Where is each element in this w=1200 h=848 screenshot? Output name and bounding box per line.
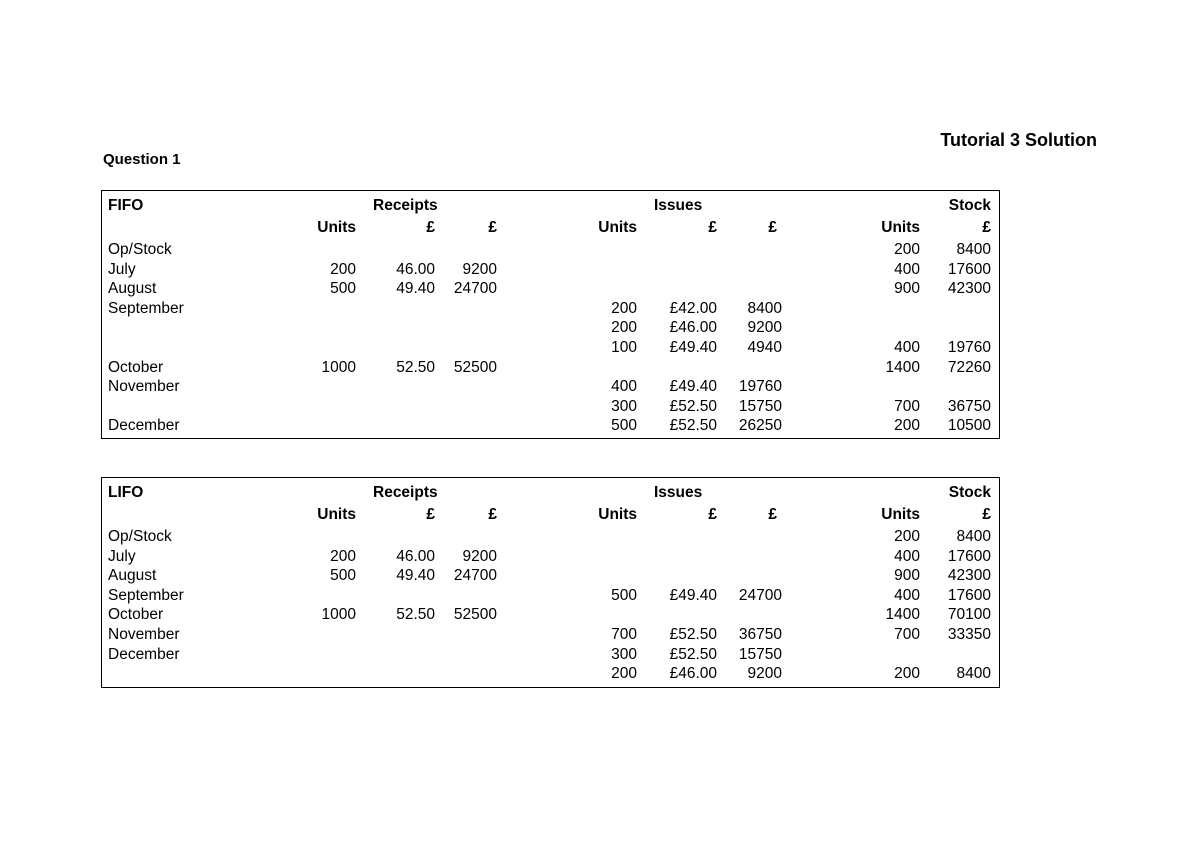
stock-value-cell: 8400 (956, 241, 991, 258)
lifo-issues-header: Issues (654, 484, 703, 501)
receipt-value-cell: 52500 (453, 358, 497, 376)
table-row (102, 664, 999, 684)
stock-value-cell: 42300 (947, 567, 991, 585)
receipt-units-cell: 500 (330, 567, 356, 585)
receipt-units-cell: 500 (330, 280, 356, 298)
receipt-price-cell: 49.40 (396, 567, 435, 585)
issue-price-cell: £42.00 (669, 299, 717, 317)
table-row (102, 566, 999, 586)
table-row (102, 527, 999, 547)
lifo-receipts-header: Receipts (373, 484, 438, 501)
issue-price-cell: £49.40 (669, 378, 717, 396)
receipt-value-cell: 24700 (453, 280, 497, 298)
table-row (102, 260, 999, 280)
issue-units-cell: 100 (611, 338, 637, 356)
table-row (102, 240, 999, 260)
stock-units-cell: 400 (894, 260, 920, 278)
issue-value-cell: 15750 (738, 645, 782, 663)
issue-value-cell: 9200 (747, 665, 782, 683)
question-label: Question 1 (103, 151, 181, 168)
table-row (102, 279, 999, 299)
table-row (102, 416, 999, 436)
issue-value-cell: 4940 (747, 338, 782, 356)
receipt-value-cell: 24700 (453, 567, 497, 585)
receipt-value-cell: 9200 (462, 547, 497, 565)
stock-units-cell: 200 (894, 665, 920, 683)
issue-units-cell: 400 (611, 378, 637, 396)
stock-units-cell: 200 (894, 241, 920, 258)
stock-units-cell: 900 (894, 280, 920, 298)
stock-units-cell: 400 (894, 586, 920, 604)
table-row (102, 586, 999, 606)
issue-units-cell: 200 (611, 319, 637, 337)
receipt-value-cell: 52500 (453, 606, 497, 624)
table-row (102, 547, 999, 567)
stock-value-cell: 72260 (947, 358, 991, 376)
fifo-subheader-row (102, 216, 999, 240)
stock-units-cell: 700 (894, 397, 920, 415)
fifo-receipts-header: Receipts (373, 197, 438, 214)
issue-price-cell: £49.40 (669, 586, 717, 604)
stock-value-cell: 8400 (956, 665, 991, 683)
issue-value-cell: 26250 (738, 417, 782, 435)
issue-value-cell: 36750 (738, 625, 782, 643)
lifo-stock-units-header: Units (881, 506, 920, 523)
issue-units-cell: 500 (611, 417, 637, 435)
lifo-ledger-table (101, 477, 1000, 688)
stock-value-cell: 10500 (947, 417, 991, 435)
fifo-receipts-price-header: £ (426, 219, 435, 236)
lifo-receipts-value-header: £ (488, 506, 497, 523)
row-label: Op/Stock (108, 528, 172, 545)
table-row (102, 318, 999, 338)
lifo-subheader-row (102, 503, 999, 527)
stock-units-cell: 900 (894, 567, 920, 585)
issue-units-cell: 700 (611, 625, 637, 643)
stock-units-cell: 400 (894, 338, 920, 356)
stock-value-cell: 42300 (947, 280, 991, 298)
row-label: July (108, 547, 136, 565)
stock-units-cell: 700 (894, 625, 920, 643)
fifo-receipts-units-header: Units (317, 219, 356, 236)
row-label: September (108, 586, 184, 604)
fifo-header-row (102, 191, 999, 216)
issue-units-cell: 200 (611, 299, 637, 317)
table-row (102, 377, 999, 397)
page-title: Tutorial 3 Solution (940, 130, 1097, 150)
fifo-stock-units-header: Units (881, 219, 920, 236)
table-row (102, 397, 999, 417)
stock-units-cell: 200 (894, 417, 920, 435)
issue-price-cell: £52.50 (669, 397, 717, 415)
fifo-issues-price-header: £ (708, 219, 717, 236)
row-label: July (108, 260, 136, 278)
fifo-stock-header: Stock (948, 197, 991, 214)
issue-price-cell: £52.50 (669, 625, 717, 643)
stock-units-cell: 200 (894, 528, 920, 545)
row-label: August (108, 280, 157, 298)
fifo-method-label: FIFO (108, 197, 144, 214)
issue-value-cell: 15750 (738, 397, 782, 415)
issue-value-cell: 9200 (747, 319, 782, 337)
receipt-units-cell: 1000 (321, 358, 356, 376)
row-label: December (108, 417, 180, 435)
receipt-value-cell: 9200 (462, 260, 497, 278)
issue-units-cell: 300 (611, 645, 637, 663)
fifo-rows (102, 240, 999, 436)
stock-units-cell: 400 (894, 547, 920, 565)
stock-units-cell: 1400 (885, 358, 920, 376)
row-label: August (108, 567, 157, 585)
receipt-price-cell: 49.40 (396, 280, 435, 298)
table-row (102, 645, 999, 665)
issue-value-cell: 8400 (747, 299, 782, 317)
receipt-price-cell: 46.00 (396, 260, 435, 278)
row-label: October (108, 358, 164, 376)
issue-price-cell: £46.00 (669, 665, 717, 683)
issue-price-cell: £46.00 (669, 319, 717, 337)
lifo-header-row (102, 478, 999, 503)
fifo-issues-value-header: £ (768, 219, 777, 236)
lifo-issues-price-header: £ (708, 506, 717, 523)
fifo-issues-units-header: Units (598, 219, 637, 236)
lifo-stock-value-header: £ (982, 506, 991, 523)
row-label: October (108, 606, 164, 624)
stock-value-cell: 17600 (947, 586, 991, 604)
fifo-stock-value-header: £ (982, 219, 991, 236)
table-row (102, 338, 999, 358)
stock-value-cell: 36750 (947, 397, 991, 415)
fifo-ledger-table (101, 190, 1000, 439)
receipt-units-cell: 200 (330, 260, 356, 278)
table-row (102, 358, 999, 378)
row-label: Op/Stock (108, 241, 172, 258)
issue-price-cell: £49.40 (669, 338, 717, 356)
row-label: December (108, 645, 180, 663)
table-row (102, 605, 999, 625)
issue-units-cell: 300 (611, 397, 637, 415)
receipt-units-cell: 1000 (321, 606, 356, 624)
lifo-issues-units-header: Units (598, 506, 637, 523)
fifo-issues-header: Issues (654, 197, 703, 214)
receipt-price-cell: 52.50 (396, 606, 435, 624)
stock-value-cell: 33350 (947, 625, 991, 643)
issue-value-cell: 19760 (738, 378, 782, 396)
issue-price-cell: £52.50 (669, 417, 717, 435)
receipt-units-cell: 200 (330, 547, 356, 565)
stock-value-cell: 19760 (947, 338, 991, 356)
stock-units-cell: 1400 (885, 606, 920, 624)
stock-value-cell: 17600 (947, 547, 991, 565)
issue-price-cell: £52.50 (669, 645, 717, 663)
row-label: September (108, 299, 184, 317)
fifo-receipts-value-header: £ (488, 219, 497, 236)
receipt-price-cell: 52.50 (396, 358, 435, 376)
lifo-rows (102, 527, 999, 684)
stock-value-cell: 8400 (956, 528, 991, 545)
row-label: November (108, 625, 180, 643)
stock-value-cell: 70100 (947, 606, 991, 624)
stock-value-cell: 17600 (947, 260, 991, 278)
lifo-method-label: LIFO (108, 484, 144, 501)
row-label: November (108, 378, 180, 396)
issue-units-cell: 500 (611, 586, 637, 604)
issue-units-cell: 200 (611, 665, 637, 683)
lifo-issues-value-header: £ (768, 506, 777, 523)
issue-value-cell: 24700 (738, 586, 782, 604)
table-row (102, 625, 999, 645)
lifo-receipts-price-header: £ (426, 506, 435, 523)
lifo-receipts-units-header: Units (317, 506, 356, 523)
receipt-price-cell: 46.00 (396, 547, 435, 565)
lifo-stock-header: Stock (948, 484, 991, 501)
table-row (102, 299, 999, 319)
